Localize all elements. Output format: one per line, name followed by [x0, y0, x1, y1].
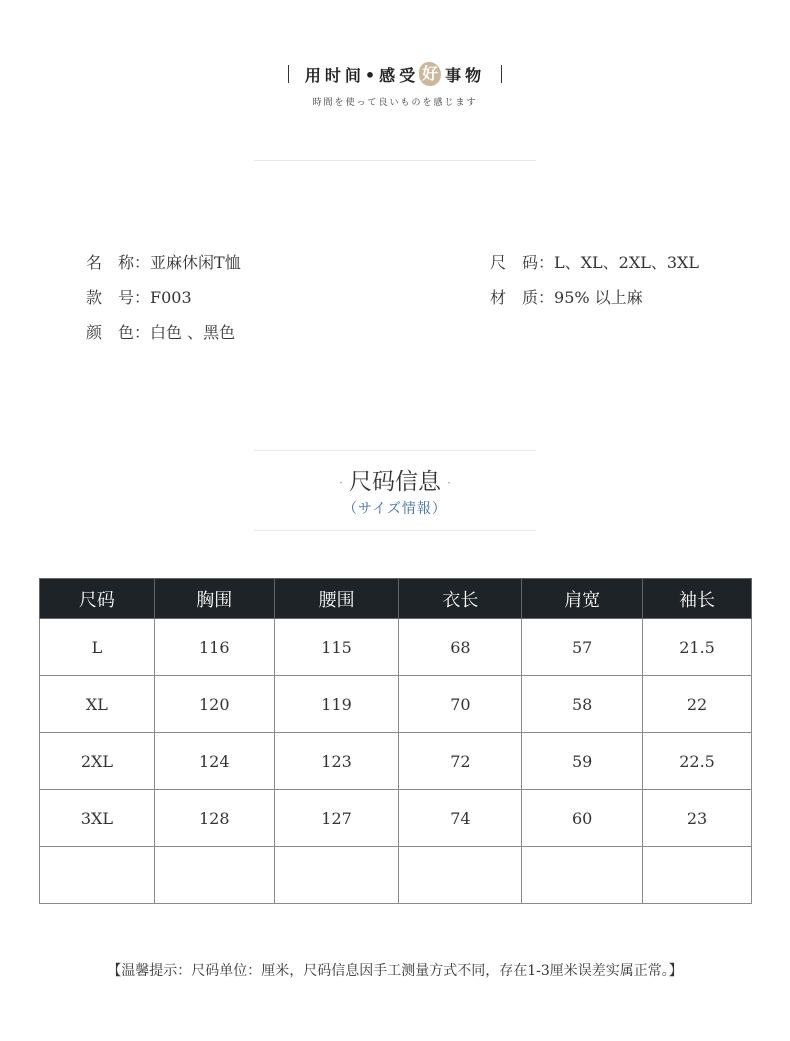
- product-size-label: 尺 码：: [490, 253, 555, 272]
- product-style-value: F003: [150, 288, 192, 307]
- table-row: [40, 619, 752, 676]
- table-cell: [154, 847, 274, 904]
- table-header-cell: 腰围: [274, 579, 399, 619]
- product-material-value: 95% 以上麻: [554, 288, 643, 307]
- table-cell: 58: [522, 676, 643, 733]
- divider: [254, 160, 536, 161]
- table-header-row: [40, 579, 752, 619]
- brand-title: [272, 62, 518, 86]
- table-cell: 3XL: [40, 790, 155, 847]
- table-cell: [522, 847, 643, 904]
- table-cell: 22.5: [643, 733, 752, 790]
- title-dot-right: ·: [447, 476, 451, 490]
- brand-divider-right: [501, 65, 502, 83]
- table-cell: 72: [399, 733, 522, 790]
- table-cell: 123: [274, 733, 399, 790]
- size-section-subtitle: （サイズ情報）: [343, 501, 447, 517]
- table-cell: L: [40, 619, 155, 676]
- product-size-value: L、XL、2XL、3XL: [554, 253, 700, 272]
- table-header-cell: 袖长: [643, 579, 752, 619]
- table-cell: 22: [643, 676, 752, 733]
- product-material-label: 材 质：: [490, 288, 555, 307]
- product-name-label: 名 称：: [86, 253, 151, 272]
- size-section-title-text: 尺码信息: [349, 469, 441, 495]
- size-table: [39, 578, 752, 904]
- brand-title-part2: 事物: [445, 65, 486, 85]
- product-size-row: [490, 250, 699, 273]
- table-row: [40, 790, 752, 847]
- table-cell: 21.5: [643, 619, 752, 676]
- table-cell: 119: [274, 676, 399, 733]
- product-material-row: [490, 285, 643, 308]
- table-cell: 57: [522, 619, 643, 676]
- title-dot-left: ·: [339, 476, 343, 490]
- table-header-cell: 衣长: [399, 579, 522, 619]
- divider: [254, 530, 536, 531]
- measurement-note: 【温馨提示：尺码单位：厘米，尺码信息因手工测量方式不同，存在1-3厘米误差实属正常。】: [107, 963, 683, 979]
- brand-header: [0, 62, 790, 108]
- table-cell: 115: [274, 619, 399, 676]
- table-cell: XL: [40, 676, 155, 733]
- product-color-value: 白色 、黑色: [150, 323, 236, 342]
- table-cell: [274, 847, 399, 904]
- table-row: [40, 733, 752, 790]
- product-name-value: 亚麻休闲T恤: [150, 253, 241, 272]
- brand-subtitle: 時間を使って良いものを感じます: [312, 98, 478, 108]
- product-style-row: [86, 285, 192, 308]
- table-header-cell: 肩宽: [522, 579, 643, 619]
- table-cell: 2XL: [40, 733, 155, 790]
- product-name-row: [86, 250, 241, 273]
- divider: [254, 450, 536, 451]
- product-color-label: 颜 色：: [86, 323, 151, 342]
- product-color-row: [86, 320, 235, 343]
- table-cell: 70: [399, 676, 522, 733]
- table-cell: 68: [399, 619, 522, 676]
- table-row: [40, 676, 752, 733]
- brand-title-part1: 用时间•感受: [304, 65, 420, 85]
- table-cell: 74: [399, 790, 522, 847]
- table-cell: [40, 847, 155, 904]
- product-style-label: 款 号：: [86, 288, 151, 307]
- table-cell: 120: [154, 676, 274, 733]
- table-cell: 124: [154, 733, 274, 790]
- table-cell: 128: [154, 790, 274, 847]
- brand-divider-left: [288, 65, 289, 83]
- brand-badge: 好: [419, 62, 441, 86]
- size-section-title: [0, 463, 790, 496]
- table-cell: [643, 847, 752, 904]
- table-row: [40, 847, 752, 904]
- table-cell: 116: [154, 619, 274, 676]
- table-cell: 23: [643, 790, 752, 847]
- table-cell: [399, 847, 522, 904]
- table-header-cell: 胸围: [154, 579, 274, 619]
- table-cell: 127: [274, 790, 399, 847]
- table-cell: 59: [522, 733, 643, 790]
- table-header-cell: 尺码: [40, 579, 155, 619]
- table-cell: 60: [522, 790, 643, 847]
